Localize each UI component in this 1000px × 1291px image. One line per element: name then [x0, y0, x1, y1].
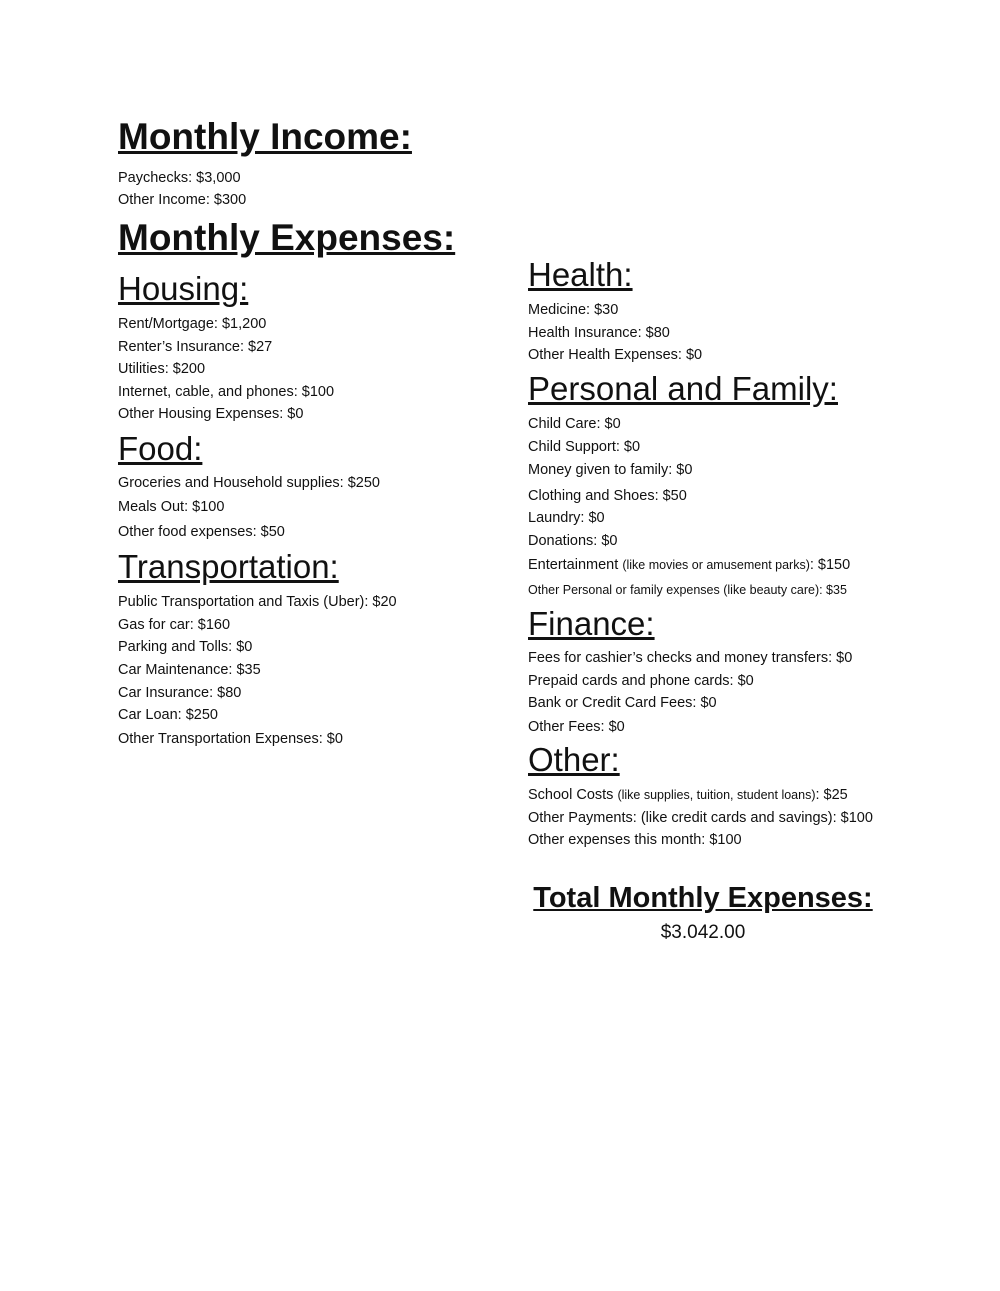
- housing-item: Utilities: $200: [118, 361, 206, 377]
- entertainment-label: Entertainment: [528, 557, 619, 573]
- food-item: Meals Out: $100: [118, 499, 225, 515]
- food-heading: Food:: [118, 430, 203, 467]
- school-label: School Costs: [528, 787, 614, 803]
- housing-heading: Housing:: [118, 270, 249, 307]
- personal-item: Donations: $0: [528, 533, 618, 549]
- food-item: Other food expenses: $50: [118, 524, 285, 540]
- housing-item: Other Housing Expenses: $0: [118, 406, 304, 422]
- personal-item: Laundry: $0: [528, 510, 605, 526]
- entertainment-note: (like movies or amusement parks): [622, 558, 810, 572]
- total-expenses-value: $3.042.00: [660, 922, 746, 943]
- housing-item: Renter’s Insurance: $27: [118, 339, 273, 355]
- transportation-item: Other Transportation Expenses: $0: [118, 731, 343, 747]
- health-item: Other Health Expenses: $0: [528, 347, 703, 363]
- income-other: Other Income: $300: [118, 192, 247, 208]
- monthly-expenses-heading: Monthly Expenses:: [118, 217, 456, 258]
- transportation-item: Public Transportation and Taxis (Uber): $20: [118, 594, 397, 610]
- finance-heading: Finance:: [528, 605, 655, 642]
- personal-item: Child Care: $0: [528, 416, 621, 432]
- finance-item: Bank or Credit Card Fees: $0: [528, 695, 717, 711]
- personal-family-heading: Personal and Family:: [528, 370, 838, 407]
- transportation-item: Car Insurance: $80: [118, 685, 242, 701]
- personal-item: Clothing and Shoes: $50: [528, 488, 687, 504]
- transportation-item: Car Loan: $250: [118, 707, 218, 723]
- housing-item: Rent/Mortgage: $1,200: [118, 316, 267, 332]
- school-note: (like supplies, tuition, student loans): [617, 788, 816, 802]
- finance-item: Other Fees: $0: [528, 719, 625, 735]
- transportation-heading: Transportation:: [118, 548, 339, 585]
- school-value: : $25: [815, 787, 848, 803]
- transportation-item: Gas for car: $160: [118, 617, 231, 633]
- food-item: Groceries and Household supplies: $250: [118, 475, 380, 491]
- housing-item: Internet, cable, and phones: $100: [118, 384, 335, 400]
- other-item: Other Payments: (like credit cards and savings): $100: [528, 810, 873, 826]
- personal-other: Other Personal or family expenses (like beauty care): $35: [528, 583, 847, 597]
- health-heading: Health:: [528, 256, 633, 293]
- personal-entertainment: [528, 554, 850, 577]
- health-item: Health Insurance: $80: [528, 325, 670, 341]
- entertainment-value: : $150: [809, 557, 851, 573]
- finance-item: Fees for cashier’s checks and money transfers: $0: [528, 650, 853, 666]
- other-heading: Other:: [528, 741, 620, 778]
- transportation-item: Parking and Tolls: $0: [118, 639, 253, 655]
- income-paychecks: Paychecks: $3,000: [118, 170, 241, 186]
- health-item: Medicine: $30: [528, 302, 619, 318]
- personal-item: Child Support: $0: [528, 439, 641, 455]
- other-item: Other expenses this month: $100: [528, 832, 742, 848]
- transportation-item: Car Maintenance: $35: [118, 662, 261, 678]
- finance-item: Prepaid cards and phone cards: $0: [528, 673, 754, 689]
- total-expenses-heading: Total Monthly Expenses:: [533, 882, 873, 914]
- personal-item: Money given to family: $0: [528, 462, 693, 478]
- monthly-income-heading: Monthly Income:: [118, 116, 412, 157]
- other-school: [528, 784, 848, 807]
